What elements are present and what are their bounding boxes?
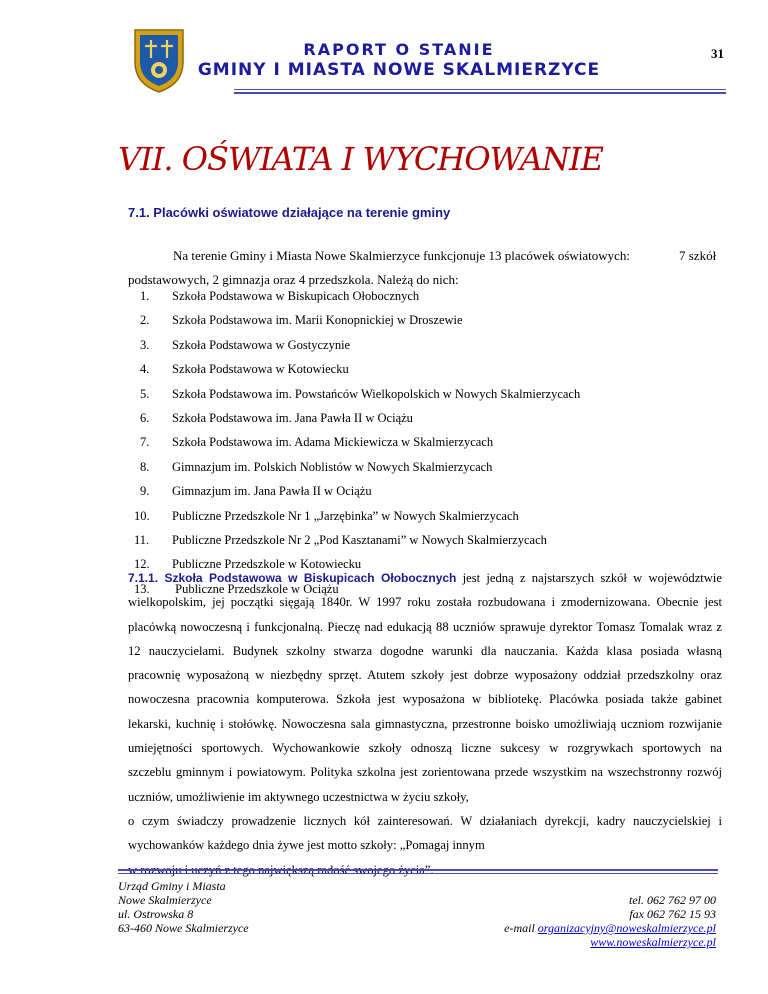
list-item-number: 4. <box>140 362 150 377</box>
list-item-name: Publiczne Przedszkole w Ociążu <box>172 581 339 596</box>
institutions-list <box>134 284 581 601</box>
paragraph-line: uczniów, umożliwienie im aktywnego uczestnictwa w życiu szkoły, <box>128 789 469 804</box>
footer-address-line: ul. Ostrowska 8 <box>118 907 194 921</box>
footer-address-line: Nowe Skalmierzyce <box>118 893 212 907</box>
list-item <box>140 357 580 381</box>
footer-phone: tel. 062 762 97 00 <box>629 893 716 907</box>
section-title: 7.1. Placówki oświatowe działające na terenie gminy <box>128 205 451 220</box>
list-item-number: 2. <box>140 313 150 328</box>
intro-line1: Na terenie Gminy i Miasta Nowe Skalmierzyce funkcjonuje 13 placówek oświatowych: <box>173 248 631 263</box>
list-item-number: 12. <box>134 557 150 572</box>
intro-line2: podstawowych, 2 gimnazja oraz 4 przedszkola. Należą do nich: <box>128 272 459 287</box>
list-item <box>140 406 580 430</box>
list-item-name: Szkoła Podstawowa im. Jana Pawła II w Ociążu <box>172 410 413 425</box>
list-item <box>140 479 580 503</box>
list-item <box>140 430 580 454</box>
paragraph-line: jest jedną z najstarszych szkół w województwie <box>456 571 722 585</box>
paragraph-line: nowoczesna pracownia komputerowa. Szkoła jest wyposażona w bibliotekę. Placówka posiada także gabinet <box>128 692 722 707</box>
footer-rule <box>118 869 718 871</box>
list-item <box>140 284 580 308</box>
list-item-name: Publiczne Przedszkole w Kotowiecku <box>172 557 362 572</box>
list-item-number: 7. <box>140 435 150 450</box>
paragraph-line: szczeblu gminnym i powiatowym. Polityka szkolna jest zorientowana przede wszystkim na wszechstronny rozwój <box>128 765 722 780</box>
paragraph-line: wielkopolskim, jej początki sięgają 1840r. W 1997 roku została rozbudowana i zmodernizowana. Obecnie jest <box>128 595 722 610</box>
footer-contact <box>420 893 716 949</box>
list-item <box>140 308 580 332</box>
footer-email-label: e-mail <box>504 921 538 935</box>
footer-rule-2 <box>118 873 718 874</box>
report-title-line1: RAPORT O STANIE <box>303 40 495 59</box>
header-rule <box>234 89 726 90</box>
page-number: 31 <box>711 46 724 61</box>
list-item-number: 11. <box>134 532 150 547</box>
email-link[interactable]: organizacyjny@noweskalmierzyce.pl <box>537 921 716 935</box>
list-item-name: Szkoła Podstawowa w Gostyczynie <box>172 337 351 352</box>
list-item <box>134 528 580 552</box>
paragraph-line: lekarski, kuchnię i stołówkę. Nowoczesna sala gimnastyczna, przestronne boisko umożliwiają uczniom rozwijanie <box>128 716 722 731</box>
paragraph-line: 12 nauczycielami. Budynek szkolny stwarza dogodne warunki dla nauczania. Każda klasa posiada własną <box>128 643 722 658</box>
list-item-number: 6. <box>140 410 150 425</box>
website-link[interactable]: www.noweskalmierzyce.pl <box>590 935 716 949</box>
footer-address-line: Urząd Gminy i Miasta <box>118 879 226 893</box>
footer-address <box>118 879 249 935</box>
list-item-number: 8. <box>140 459 150 474</box>
list-item-name: Szkoła Podstawowa im. Powstańców Wielkopolskich w Nowych Skalmierzycach <box>172 386 581 401</box>
intro-line1-tail: 7 szkół <box>679 248 717 263</box>
list-item-name: Szkoła Podstawowa im. Adama Mickiewicza w Skalmierzycach <box>172 435 494 450</box>
subsection-heading: 7.1.1. Szkoła Podstawowa w Biskupicach Ołobocznych <box>128 571 457 585</box>
paragraph-line: w rozwoju i uczyń z tego największą radość swojego życia”. <box>128 862 434 877</box>
paragraph-line: placówką nowoczesną i funkcjonalną. Pieczę nad edukacją 88 uczniów sprawuje dyrektor Tomasz Tomalak wraz z <box>128 619 722 634</box>
list-item-name: Gimnazjum im. Polskich Noblistów w Nowych Skalmierzycach <box>172 459 493 474</box>
list-item-number: 10. <box>134 508 150 523</box>
list-item-number: 3. <box>140 337 150 352</box>
list-item-name: Publiczne Przedszkole Nr 1 „Jarzębinka” w Nowych Skalmierzycach <box>172 508 519 523</box>
list-item-number: 1. <box>140 289 150 303</box>
list-item-number: 5. <box>140 386 150 401</box>
subsection-paragraph <box>128 566 722 882</box>
footer-fax: fax 062 762 15 93 <box>629 907 716 921</box>
list-item <box>140 455 580 479</box>
list-item-name: Szkoła Podstawowa im. Marii Konopnickiej w Droszewie <box>172 313 463 328</box>
paragraph-line: wychowanków każdego dnia żywe jest motto szkoły: „Pomagaj innym <box>128 838 485 853</box>
list-item-name: Gimnazjum im. Jana Pawła II w Ociążu <box>172 484 372 499</box>
list-item-name: Szkoła Podstawowa w Biskupicach Ołobocznych <box>172 289 420 303</box>
list-item-name: Szkoła Podstawowa w Kotowiecku <box>172 362 349 377</box>
paragraph-line: o czym świadczy prowadzenie licznych kół zainteresowań. W działaniach dyrekcji, kadry nauczycielskiej i <box>128 813 722 828</box>
list-item <box>140 333 580 357</box>
list-item-number: 9. <box>140 484 150 499</box>
footer-address-line: 63-460 Nowe Skalmierzyce <box>118 921 249 935</box>
header-rule-2 <box>234 92 726 94</box>
paragraph-line: umiejętności sportowych. Wychowankowie szkoły odnoszą liczne sukcesy w rozgrywkach sportowych na <box>128 741 722 756</box>
report-title-line2: GMINY I MIASTA NOWE SKALMIERZYCE <box>197 60 601 80</box>
paragraph-line: pracownię wyposażoną w niezbędny sprzęt. Atutem szkoły jest dobrze wyposażony oddział przedszkolny oraz <box>128 668 722 683</box>
chapter-title: VII. OŚWIATA I WYCHOWANIE <box>118 140 603 178</box>
list-item <box>134 504 580 528</box>
list-item <box>140 382 580 406</box>
list-item-number: 13. <box>134 581 150 596</box>
list-item-name: Publiczne Przedszkole Nr 2 „Pod Kasztanami” w Nowych Skalmierzycach <box>172 532 547 547</box>
